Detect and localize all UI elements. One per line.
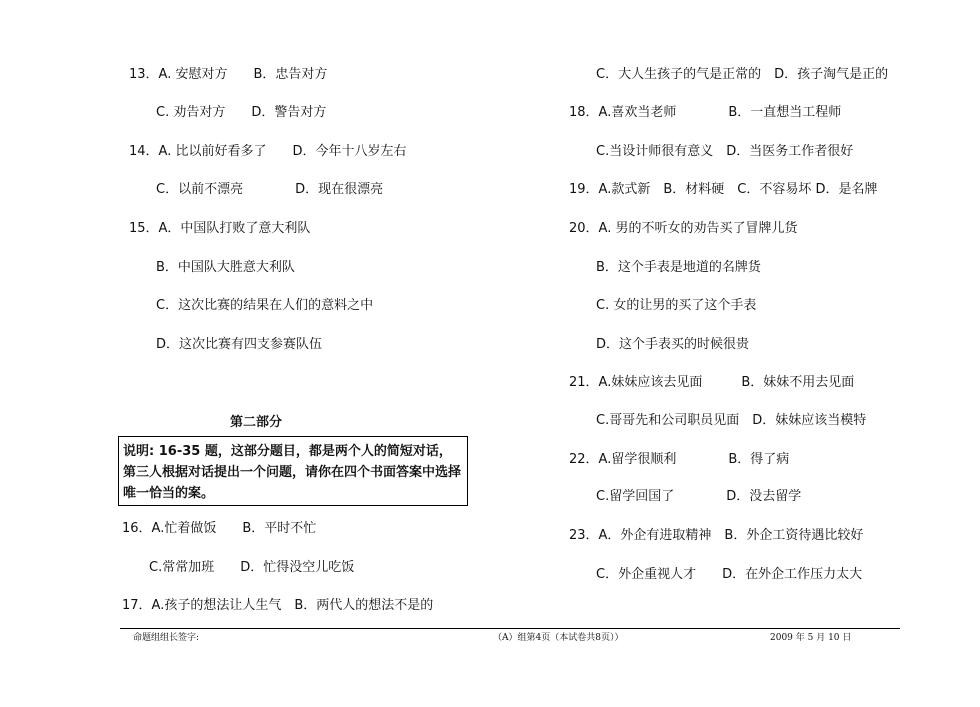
footer-signature-label: 命题组组长签字: bbox=[133, 633, 200, 643]
q17-options-cd: C．大人生孩子的气是正常的 D．孩子淘气是正的 bbox=[596, 67, 889, 82]
q15-option-b: B．中国队大胜意大利队 bbox=[156, 260, 295, 275]
q18-options: 18．A.喜欢当老师 B．一直想当工程师 bbox=[569, 105, 842, 120]
instructions-box: 说明: 16-35 题，这部分题目，都是两个人的简短对话，第三人根据对话提出一个问题，请你在四个书面答案中选择唯一恰当的案。 bbox=[118, 436, 468, 506]
q22-options: 22．A.留学很顺利 B．得了病 bbox=[569, 452, 790, 467]
footer-page-number: （A）组第4页（本试卷共8页）） bbox=[493, 633, 624, 643]
footer-divider bbox=[120, 628, 900, 629]
q13-options: 13．A. 安慰对方 B．忠告对方 bbox=[129, 67, 328, 82]
q23-options: 23．A．外企有进取精神 B．外企工资待遇比较好 bbox=[569, 528, 864, 543]
q16-options: 16．A.忙着做饭 B．平时不忙 bbox=[122, 521, 317, 536]
q21-options: 21．A.妹妹应该去见面 B．妹妹不用去见面 bbox=[569, 375, 855, 390]
q19-options: 19．A.款式新 B．材料硬 C．不容易坏 D．是名牌 bbox=[569, 182, 878, 197]
q20-option-c: C. 女的让男的买了这个手表 bbox=[596, 298, 757, 313]
section-title: 第二部分 bbox=[230, 415, 283, 430]
q22-options-cd: C.留学回国了 D．没去留学 bbox=[596, 489, 802, 504]
q20-option-b: B．这个手表是地道的名牌货 bbox=[596, 260, 761, 275]
q18-options-cd: C.当设计师很有意义 D．当医务工作者很好 bbox=[596, 144, 854, 159]
q14-options: 14．A. 比以前好看多了 D．今年十八岁左右 bbox=[129, 144, 407, 159]
q15-option-d: D．这次比赛有四支参赛队伍 bbox=[156, 337, 323, 352]
q13-options-cd: C. 劝告对方 D．警告对方 bbox=[156, 105, 327, 120]
q15-option-c: C．这次比赛的结果在人们的意料之中 bbox=[156, 298, 374, 313]
q14-options-cd: C．以前不漂亮 D．现在很漂亮 bbox=[156, 182, 384, 197]
q20-option-a: 20．A. 男的不听女的劝告买了冒牌儿货 bbox=[569, 221, 798, 236]
q20-option-d: D．这个手表买的时候很贵 bbox=[596, 337, 750, 352]
q21-options-cd: C.哥哥先和公司职员见面 D．妹妹应该当模特 bbox=[596, 413, 867, 428]
q23-options-cd: C．外企重视人才 D．在外企工作压力太大 bbox=[596, 567, 863, 582]
q15-option-a: 15．A．中国队打败了意大利队 bbox=[129, 221, 311, 236]
q17-options: 17．A.孩子的想法让人生气 B．两代人的想法不是的 bbox=[122, 598, 434, 613]
q16-options-cd: C.常常加班 D．忙得没空儿吃饭 bbox=[149, 560, 355, 575]
footer-date: 2009 年 5 月 10 日 bbox=[770, 633, 852, 643]
